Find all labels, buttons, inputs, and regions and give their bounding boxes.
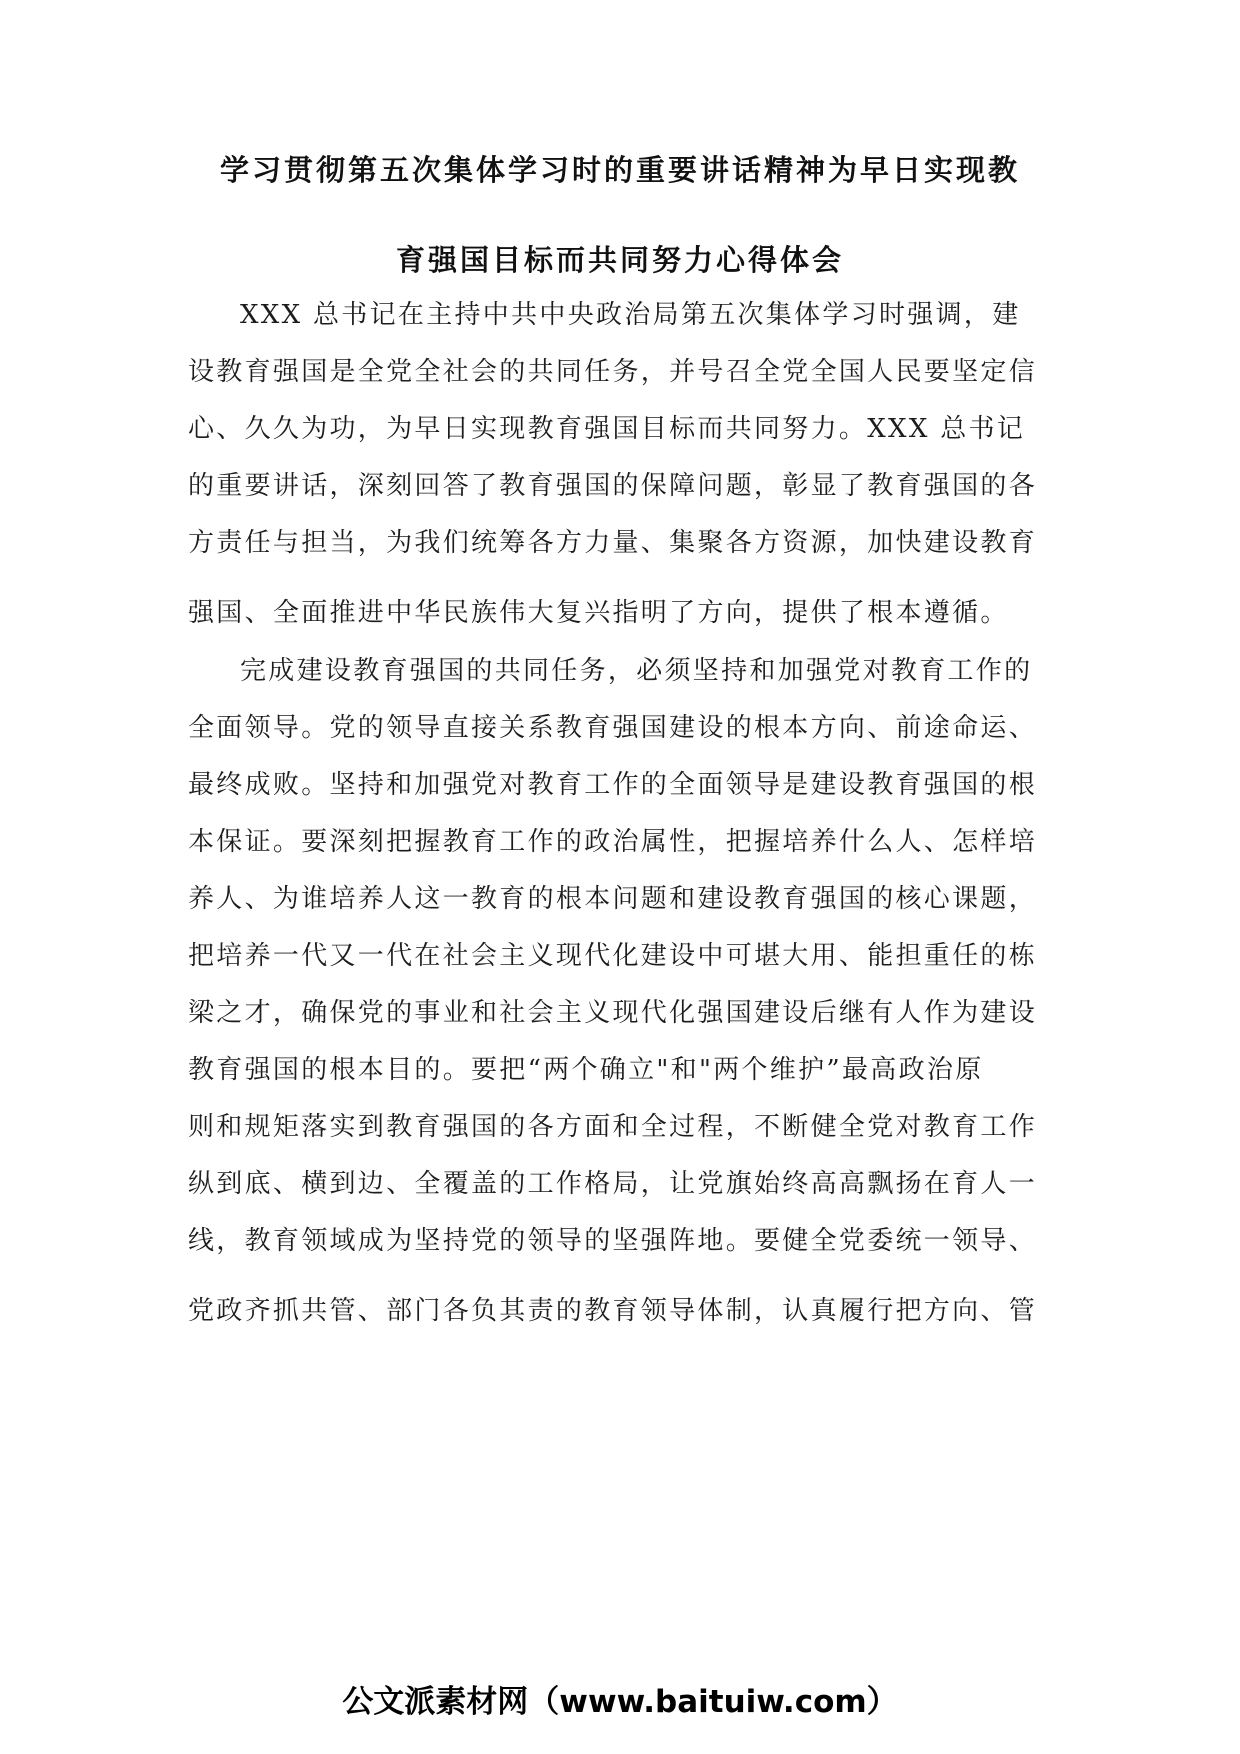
paragraph-2-line-8: 教育强国的根本目的。要把“两个确立"和"两个维护”最高政治原 — [188, 1055, 984, 1085]
paragraph-1-line-1: XXX 总书记在主持中共中央政治局第五次集体学习时强调，建 — [240, 300, 1021, 330]
paragraph-1-line-2: 设教育强国是全党全社会的共同任务，并号召全党全国人民要坚定信 — [188, 357, 1038, 387]
paragraph-2-line-1: 完成建设教育强国的共同任务，必须坚持和加强党对教育工作的 — [240, 656, 1033, 686]
paragraph-2-line-7: 梁之才，确保党的事业和社会主义现代化强国建设后继有人作为建设 — [188, 998, 1038, 1028]
paragraph-1-line-4: 的重要讲话，深刻回答了教育强国的保障问题，彰显了教育强国的各 — [188, 471, 1038, 501]
paragraph-2-line-6: 把培养一代又一代在社会主义现代化建设中可堪大用、能担重任的栋 — [188, 941, 1038, 971]
paragraph-2-line-5: 养人、为谁培养人这一教育的根本问题和建设教育强国的核心课题， — [188, 884, 1038, 914]
paragraph-2-line-4: 本保证。要深刻把握教育工作的政治属性，把握培养什么人、怎样培 — [188, 827, 1038, 857]
paragraph-2-line-2: 全面领导。党的领导直接关系教育强国建设的根本方向、前途命运、 — [188, 713, 1038, 743]
document-title-line-2: 育强国目标而共同努力心得体会 — [395, 243, 844, 277]
document-title-line-1: 学习贯彻第五次集体学习时的重要讲话精神为早日实现教 — [219, 153, 1020, 187]
paragraph-2-line-10: 纵到底、横到边、全覆盖的工作格局，让党旗始终高高飘扬在育人一 — [188, 1169, 1038, 1199]
paragraph-2-line-12: 党政齐抓共管、部门各负其责的教育领导体制，认真履行把方向、管 — [188, 1296, 1038, 1326]
footer-watermark: 公文派素材网（www.baituiw.com） — [342, 1684, 898, 1720]
paragraph-1-line-6: 强国、全面推进中华民族伟大复兴指明了方向，提供了根本遵循。 — [188, 598, 1009, 628]
paragraph-1-line-3: 心、久久为功，为早日实现教育强国目标而共同努力。XXX 总书记 — [188, 414, 1026, 444]
paragraph-2-line-9: 则和规矩落实到教育强国的各方面和全过程，不断健全党对教育工作 — [188, 1112, 1038, 1142]
paragraph-2-line-11: 线，教育领域成为坚持党的领导的坚强阵地。要健全党委统一领导、 — [188, 1226, 1038, 1256]
paragraph-2-line-3: 最终成败。坚持和加强党对教育工作的全面领导是建设教育强国的根 — [188, 770, 1038, 800]
paragraph-1-line-5: 方责任与担当，为我们统筹各方力量、集聚各方资源，加快建设教育 — [188, 528, 1038, 558]
